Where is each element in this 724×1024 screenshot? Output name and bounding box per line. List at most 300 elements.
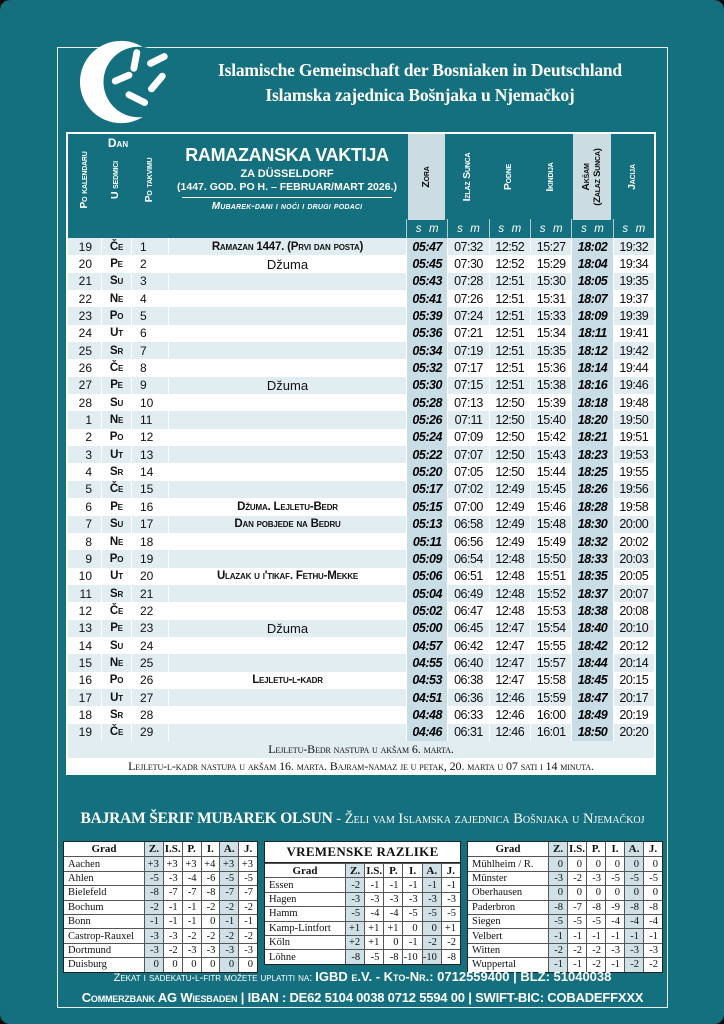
table-row bbox=[68, 255, 654, 272]
diff-value-cell: -2 bbox=[422, 935, 441, 949]
table-header-row bbox=[265, 863, 460, 877]
diff-value-cell: -2 bbox=[567, 943, 586, 957]
diff-value-cell: -1 bbox=[219, 914, 238, 928]
time-cell: 15:58 bbox=[530, 672, 571, 689]
day-calendar-cell: 23 bbox=[78, 309, 92, 324]
time-cell: 15:34 bbox=[530, 325, 571, 342]
diff-value-cell: -5 bbox=[219, 871, 238, 885]
event-cell: Džuma bbox=[168, 377, 406, 394]
city-name-cell: Oberhausen bbox=[468, 885, 548, 899]
time-cell: 04:57 bbox=[406, 637, 447, 654]
title-separator bbox=[182, 197, 391, 198]
day-calendar-cell: 14 bbox=[78, 638, 92, 653]
time-cell: 04:53 bbox=[406, 672, 447, 689]
day-week-cell: Pe bbox=[101, 377, 131, 394]
day-week-cell: Su bbox=[101, 394, 131, 411]
time-cell: 20:00 bbox=[613, 516, 654, 533]
column-header: I.S. bbox=[567, 842, 586, 856]
sm-cell: s m bbox=[613, 219, 654, 238]
time-cell: 05:09 bbox=[406, 550, 447, 567]
table-row bbox=[68, 585, 654, 602]
column-header: Z. bbox=[144, 842, 163, 856]
time-cell: 20:05 bbox=[613, 568, 654, 585]
diff-value-cell: -5 bbox=[144, 871, 163, 885]
table-row bbox=[68, 429, 654, 446]
time-cell: 12:50 bbox=[489, 446, 530, 463]
event-cell bbox=[168, 585, 406, 602]
diff-value-cell: -5 bbox=[345, 906, 364, 920]
event-cell bbox=[168, 290, 406, 307]
table-row bbox=[468, 900, 662, 914]
time-cell: 12:47 bbox=[489, 637, 530, 654]
diff-value-cell: 0 bbox=[643, 885, 662, 899]
table-row bbox=[64, 856, 257, 870]
time-cell: 20:14 bbox=[613, 654, 654, 671]
day-calendar-cell: 20 bbox=[78, 257, 92, 272]
diff-value-cell: -1 bbox=[586, 928, 605, 942]
time-cell: 12:50 bbox=[489, 394, 530, 411]
day-week-cell: Su bbox=[101, 516, 131, 533]
diff-value-cell: +1 bbox=[364, 921, 383, 935]
day-calendar-cell: 9 bbox=[85, 551, 92, 566]
time-cell: 18:28 bbox=[571, 498, 612, 515]
table-row bbox=[68, 290, 654, 307]
time-cell: 20:07 bbox=[613, 585, 654, 602]
time-cell: 18:38 bbox=[571, 602, 612, 619]
city-name-cell: Löhne bbox=[265, 949, 345, 963]
day-takvim-cell: 4 bbox=[131, 290, 168, 307]
table-row bbox=[68, 498, 654, 515]
diff-value-cell: +3 bbox=[238, 856, 257, 870]
diff-value-cell: -4 bbox=[182, 871, 201, 885]
time-cell: 05:30 bbox=[406, 377, 447, 394]
diff-value-cell: -1 bbox=[605, 957, 624, 971]
time-cell: 07:26 bbox=[447, 290, 488, 307]
table-row bbox=[68, 481, 654, 498]
time-cell: 07:24 bbox=[447, 307, 488, 324]
time-cell: 15:48 bbox=[530, 516, 571, 533]
time-cell: 15:50 bbox=[530, 550, 571, 567]
time-cell: 07:02 bbox=[447, 481, 488, 498]
day-calendar-cell: 10 bbox=[78, 569, 92, 584]
table-row bbox=[68, 273, 654, 290]
day-week-cell: Ut bbox=[101, 325, 131, 342]
day-takvim-cell: 6 bbox=[131, 325, 168, 342]
day-takvim-cell: 28 bbox=[131, 706, 168, 723]
event-cell bbox=[168, 689, 406, 706]
time-cell: 18:18 bbox=[571, 394, 612, 411]
day-takvim-cell: 18 bbox=[131, 533, 168, 550]
column-header: Grad bbox=[265, 863, 345, 877]
time-cell: 15:43 bbox=[530, 446, 571, 463]
time-cell: 15:31 bbox=[530, 290, 571, 307]
event-cell bbox=[168, 307, 406, 324]
diff-value-cell: -3 bbox=[182, 943, 201, 957]
time-cell: 05:22 bbox=[406, 446, 447, 463]
city-name-cell: Mühlheim / R. bbox=[468, 856, 548, 870]
diff-value-cell: -2 bbox=[548, 943, 567, 957]
time-cell: 12:52 bbox=[489, 238, 530, 255]
diff-value-cell: -2 bbox=[219, 900, 238, 914]
time-cell: 05:13 bbox=[406, 516, 447, 533]
time-cell: 20:10 bbox=[613, 620, 654, 637]
table-row bbox=[68, 238, 654, 255]
event-cell: Džuma bbox=[168, 620, 406, 637]
diff-value-cell: 0 bbox=[219, 957, 238, 971]
diff-value-cell: -2 bbox=[567, 871, 586, 885]
day-calendar-cell: 15 bbox=[78, 655, 92, 670]
time-cell: 05:04 bbox=[406, 585, 447, 602]
table-row bbox=[468, 928, 662, 942]
diff-value-cell: -1 bbox=[567, 928, 586, 942]
time-cell: 18:04 bbox=[571, 255, 612, 272]
table-row bbox=[68, 516, 654, 533]
diff-value-cell: -2 bbox=[201, 928, 220, 942]
day-calendar-cell: 24 bbox=[78, 326, 92, 341]
diff-value-cell: -5 bbox=[643, 871, 662, 885]
sm-cell: s m bbox=[489, 219, 530, 238]
diff-value-cell: +3 bbox=[219, 856, 238, 870]
time-cell: 19:58 bbox=[613, 498, 654, 515]
time-cell: 12:51 bbox=[489, 377, 530, 394]
city-name-cell: Bonn bbox=[64, 914, 144, 928]
day-takvim-cell: 27 bbox=[131, 689, 168, 706]
time-cell: 05:41 bbox=[406, 290, 447, 307]
diff-value-cell: -2 bbox=[441, 935, 460, 949]
time-cell: 07:32 bbox=[447, 238, 488, 255]
time-cell: 06:33 bbox=[447, 706, 488, 723]
time-cell: 12:48 bbox=[489, 585, 530, 602]
day-week-cell: Ne bbox=[101, 654, 131, 671]
diff-value-cell: -7 bbox=[567, 900, 586, 914]
diff-value-cell: -2 bbox=[144, 900, 163, 914]
diff-value-cell: 0 bbox=[567, 856, 586, 870]
day-takvim-cell: 10 bbox=[131, 394, 168, 411]
event-cell bbox=[168, 481, 406, 498]
time-cell: 05:36 bbox=[406, 325, 447, 342]
day-week-cell: Ut bbox=[101, 446, 131, 463]
day-calendar-cell: 8 bbox=[85, 534, 92, 549]
time-cell: 15:57 bbox=[530, 654, 571, 671]
city-name-cell: Duisburg bbox=[64, 957, 144, 971]
time-cell: 15:30 bbox=[530, 273, 571, 290]
diff-value-cell: -5 bbox=[624, 871, 643, 885]
day-takvim-cell: 14 bbox=[131, 463, 168, 480]
time-cell: 18:12 bbox=[571, 342, 612, 359]
day-calendar-cell: 1 bbox=[85, 413, 92, 428]
day-calendar-cell: 27 bbox=[78, 378, 92, 393]
time-cell: 18:23 bbox=[571, 446, 612, 463]
day-week-cell: Sr bbox=[101, 463, 131, 480]
day-calendar-cell: 6 bbox=[85, 499, 92, 514]
column-header: I. bbox=[605, 842, 624, 856]
time-cell: 05:02 bbox=[406, 602, 447, 619]
timetable-city: ZA DÜSSELDORF bbox=[240, 167, 334, 180]
time-cell: 19:39 bbox=[613, 307, 654, 324]
table-row bbox=[468, 943, 662, 957]
time-cell: 18:49 bbox=[571, 706, 612, 723]
event-cell bbox=[168, 533, 406, 550]
table-row bbox=[68, 533, 654, 550]
time-cell: 07:17 bbox=[447, 359, 488, 376]
diff-value-cell: -3 bbox=[345, 892, 364, 906]
time-cell: 20:12 bbox=[613, 637, 654, 654]
timetable-title-block bbox=[168, 134, 406, 219]
event-cell bbox=[168, 411, 406, 428]
time-cell: 18:42 bbox=[571, 637, 612, 654]
time-cell: 19:41 bbox=[613, 325, 654, 342]
diff-value-cell: -5 bbox=[238, 871, 257, 885]
diff-value-cell: 0 bbox=[238, 957, 257, 971]
diff-value-cell: -8 bbox=[548, 900, 567, 914]
diff-value-cell: -8 bbox=[144, 885, 163, 899]
time-cell: 05:11 bbox=[406, 533, 447, 550]
diff-value-cell: 0 bbox=[422, 921, 441, 935]
column-header: P. bbox=[586, 842, 605, 856]
day-takvim-cell: 26 bbox=[131, 672, 168, 689]
time-cell: 15:36 bbox=[530, 359, 571, 376]
time-cell: 05:15 bbox=[406, 498, 447, 515]
time-cell: 05:26 bbox=[406, 411, 447, 428]
diff-value-cell: -5 bbox=[586, 914, 605, 928]
day-takvim-cell: 24 bbox=[131, 637, 168, 654]
day-week-cell: Če bbox=[101, 238, 131, 255]
day-week-cell: Ne bbox=[101, 290, 131, 307]
time-cell: 12:49 bbox=[489, 516, 530, 533]
city-name-cell: Bielefeld bbox=[64, 885, 144, 899]
time-cell: 07:28 bbox=[447, 273, 488, 290]
diff-value-cell: 0 bbox=[144, 957, 163, 971]
time-cell: 15:27 bbox=[530, 238, 571, 255]
column-header: Z. bbox=[345, 863, 364, 877]
diff-value-cell: -3 bbox=[548, 871, 567, 885]
timetable-notes bbox=[68, 741, 654, 775]
day-week-cell: Su bbox=[101, 273, 131, 290]
org-title-de: Islamische Gemeinschaft der Bosniaken in Deutschland bbox=[218, 60, 622, 80]
day-takvim-cell: 29 bbox=[131, 724, 168, 741]
diff-value-cell: 0 bbox=[624, 885, 643, 899]
city-name-cell: Aachen bbox=[64, 856, 144, 870]
table-row bbox=[64, 943, 257, 957]
time-cell: 18:14 bbox=[571, 359, 612, 376]
day-week-cell: Ut bbox=[101, 689, 131, 706]
time-cell: 20:20 bbox=[613, 724, 654, 741]
event-cell bbox=[168, 706, 406, 723]
time-cell: 19:35 bbox=[613, 273, 654, 290]
diff-value-cell: -2 bbox=[163, 943, 182, 957]
day-calendar-cell: 4 bbox=[85, 465, 92, 480]
event-cell bbox=[168, 446, 406, 463]
diff-value-cell: -8 bbox=[441, 949, 460, 963]
diff-value-cell: -3 bbox=[219, 943, 238, 957]
diff-value-cell: 0 bbox=[567, 885, 586, 899]
diff-value-cell: -1 bbox=[605, 928, 624, 942]
prayer-timetable bbox=[66, 132, 656, 775]
diff-value-cell: -3 bbox=[605, 943, 624, 957]
time-cell: 06:56 bbox=[447, 533, 488, 550]
time-cell: 15:59 bbox=[530, 689, 571, 706]
table-row bbox=[68, 325, 654, 342]
day-calendar-cell: 5 bbox=[85, 482, 92, 497]
table-row bbox=[68, 654, 654, 671]
day-calendar-cell: 22 bbox=[78, 291, 92, 306]
table-row bbox=[68, 602, 654, 619]
diff-value-cell: -3 bbox=[643, 943, 662, 957]
column-header: Grad bbox=[495, 843, 521, 856]
day-week-cell: Su bbox=[101, 637, 131, 654]
diff-value-cell: -4 bbox=[383, 906, 402, 920]
time-cell: 12:49 bbox=[489, 533, 530, 550]
time-cell: 04:46 bbox=[406, 724, 447, 741]
time-cell: 19:56 bbox=[613, 481, 654, 498]
table-row bbox=[468, 885, 662, 899]
time-cell: 19:53 bbox=[613, 446, 654, 463]
day-takvim-cell: 20 bbox=[131, 568, 168, 585]
diff-value-cell: -3 bbox=[383, 892, 402, 906]
time-cell: 15:49 bbox=[530, 533, 571, 550]
diff-value-cell: -2 bbox=[624, 957, 643, 971]
day-week-cell: Če bbox=[101, 359, 131, 376]
diff-value-cell: -3 bbox=[238, 943, 257, 957]
table-row bbox=[68, 463, 654, 480]
city-differences-table-left bbox=[63, 841, 258, 973]
table-header-row bbox=[64, 842, 257, 856]
time-cell: 12:46 bbox=[489, 724, 530, 741]
sm-cell: s m bbox=[406, 219, 447, 238]
time-cell: 05:47 bbox=[406, 238, 447, 255]
diff-value-cell: -7 bbox=[182, 885, 201, 899]
time-cell: 07:09 bbox=[447, 429, 488, 446]
day-takvim-cell: 8 bbox=[131, 359, 168, 376]
table-row bbox=[265, 892, 460, 906]
diff-value-cell: -5 bbox=[364, 949, 383, 963]
time-cell: 18:25 bbox=[571, 463, 612, 480]
time-cell: 15:45 bbox=[530, 481, 571, 498]
time-cell: 19:42 bbox=[613, 342, 654, 359]
time-cell: 15:51 bbox=[530, 568, 571, 585]
diff-value-cell: -1 bbox=[643, 928, 662, 942]
city-name-cell: Castrop-Rauxel bbox=[64, 928, 144, 942]
time-cell: 20:08 bbox=[613, 602, 654, 619]
table-row bbox=[265, 877, 460, 891]
differences-title: VREMENSKE RAZLIKE bbox=[265, 842, 460, 863]
column-header: I.S. bbox=[164, 843, 181, 856]
time-cell: 19:37 bbox=[613, 290, 654, 307]
time-cell: 18:21 bbox=[571, 429, 612, 446]
time-cell: 06:36 bbox=[447, 689, 488, 706]
time-cell: 19:48 bbox=[613, 394, 654, 411]
col-header-izlaz-sunca: Izlaz Sunca bbox=[461, 152, 474, 201]
greeting-bold: BAJRAM ŠERIF MUBAREK OLSUN bbox=[80, 810, 333, 827]
day-takvim-cell: 12 bbox=[131, 429, 168, 446]
table-row bbox=[68, 342, 654, 359]
diff-value-cell: -3 bbox=[201, 943, 220, 957]
diff-value-cell: 0 bbox=[605, 885, 624, 899]
day-calendar-cell: 7 bbox=[85, 517, 92, 532]
column-header: P. bbox=[182, 842, 201, 856]
day-calendar-cell: 21 bbox=[78, 274, 92, 289]
table-row bbox=[64, 885, 257, 899]
table-row bbox=[265, 935, 460, 949]
time-cell: 05:24 bbox=[406, 429, 447, 446]
diff-value-cell: -3 bbox=[624, 943, 643, 957]
diff-value-cell: -8 bbox=[643, 900, 662, 914]
day-week-cell: Po bbox=[101, 550, 131, 567]
diff-value-cell: -5 bbox=[605, 871, 624, 885]
city-name-cell: Bochum bbox=[64, 900, 144, 914]
diff-value-cell: -1 bbox=[182, 900, 201, 914]
time-cell: 15:53 bbox=[530, 602, 571, 619]
table-header-row bbox=[468, 842, 662, 856]
city-name-cell: Hamm bbox=[265, 906, 345, 920]
diff-value-cell: -5 bbox=[422, 906, 441, 920]
diff-value-cell: 0 bbox=[548, 856, 567, 870]
time-cell: 18:44 bbox=[571, 654, 612, 671]
time-cell: 12:51 bbox=[489, 342, 530, 359]
time-cell: 20:03 bbox=[613, 550, 654, 567]
timetable-period: (1447. GOD. PO H. – FEBRUAR/MART 2026.) bbox=[177, 180, 397, 193]
diff-value-cell: -6 bbox=[201, 871, 220, 885]
table-row bbox=[265, 906, 460, 920]
time-cell: 06:49 bbox=[447, 585, 488, 602]
city-name-cell: Ahlen bbox=[64, 871, 144, 885]
table-row bbox=[68, 359, 654, 376]
table-row bbox=[68, 568, 654, 585]
time-cell: 12:51 bbox=[489, 325, 530, 342]
diff-value-cell: -2 bbox=[182, 928, 201, 942]
time-cell: 18:30 bbox=[571, 516, 612, 533]
time-cell: 05:17 bbox=[406, 481, 447, 498]
city-name-cell: Wuppertal bbox=[468, 957, 548, 971]
diff-value-cell: -2 bbox=[219, 928, 238, 942]
diff-value-cell: +2 bbox=[345, 935, 364, 949]
time-cell: 07:11 bbox=[447, 411, 488, 428]
bank-line2: Commerzbank AG Wiesbaden | IBAN : DE62 5104 0038 0712 5594 00 | SWIFT-BIC: COBADEFFXXX bbox=[81, 990, 644, 1005]
day-takvim-cell: 3 bbox=[131, 273, 168, 290]
table-row bbox=[68, 377, 654, 394]
city-name-cell: Kamp-Lintfort bbox=[265, 921, 345, 935]
time-cell: 18:45 bbox=[571, 672, 612, 689]
event-cell bbox=[168, 429, 406, 446]
diff-value-cell: -1 bbox=[163, 900, 182, 914]
diff-value-cell: 0 bbox=[624, 856, 643, 870]
day-takvim-cell: 1 bbox=[131, 238, 168, 255]
time-cell: 04:55 bbox=[406, 654, 447, 671]
day-takvim-cell: 9 bbox=[131, 377, 168, 394]
table-row bbox=[265, 921, 460, 935]
diff-value-cell: +1 bbox=[441, 921, 460, 935]
diff-value-cell: 0 bbox=[163, 957, 182, 971]
time-cell: 05:20 bbox=[406, 463, 447, 480]
day-takvim-cell: 5 bbox=[131, 307, 168, 324]
time-cell: 19:32 bbox=[613, 238, 654, 255]
day-calendar-cell: 25 bbox=[78, 343, 92, 358]
diff-value-cell: -2 bbox=[586, 957, 605, 971]
time-cell: 05:45 bbox=[406, 255, 447, 272]
bajram-greeting bbox=[57, 810, 668, 828]
time-cell: 07:21 bbox=[447, 325, 488, 342]
time-cell: 20:15 bbox=[613, 672, 654, 689]
time-cell: 16:01 bbox=[530, 724, 571, 741]
time-cell: 18:11 bbox=[571, 325, 612, 342]
diff-value-cell: 0 bbox=[383, 935, 402, 949]
time-cell: 07:13 bbox=[447, 394, 488, 411]
col-header-aksam bbox=[581, 135, 603, 219]
time-cell: 12:52 bbox=[489, 255, 530, 272]
col-header-week: U sedmici bbox=[109, 160, 122, 199]
org-title-bs: Islamska zajednica Bošnjaka u Njemačkoj bbox=[265, 85, 575, 106]
diff-value-cell: -1 bbox=[624, 928, 643, 942]
